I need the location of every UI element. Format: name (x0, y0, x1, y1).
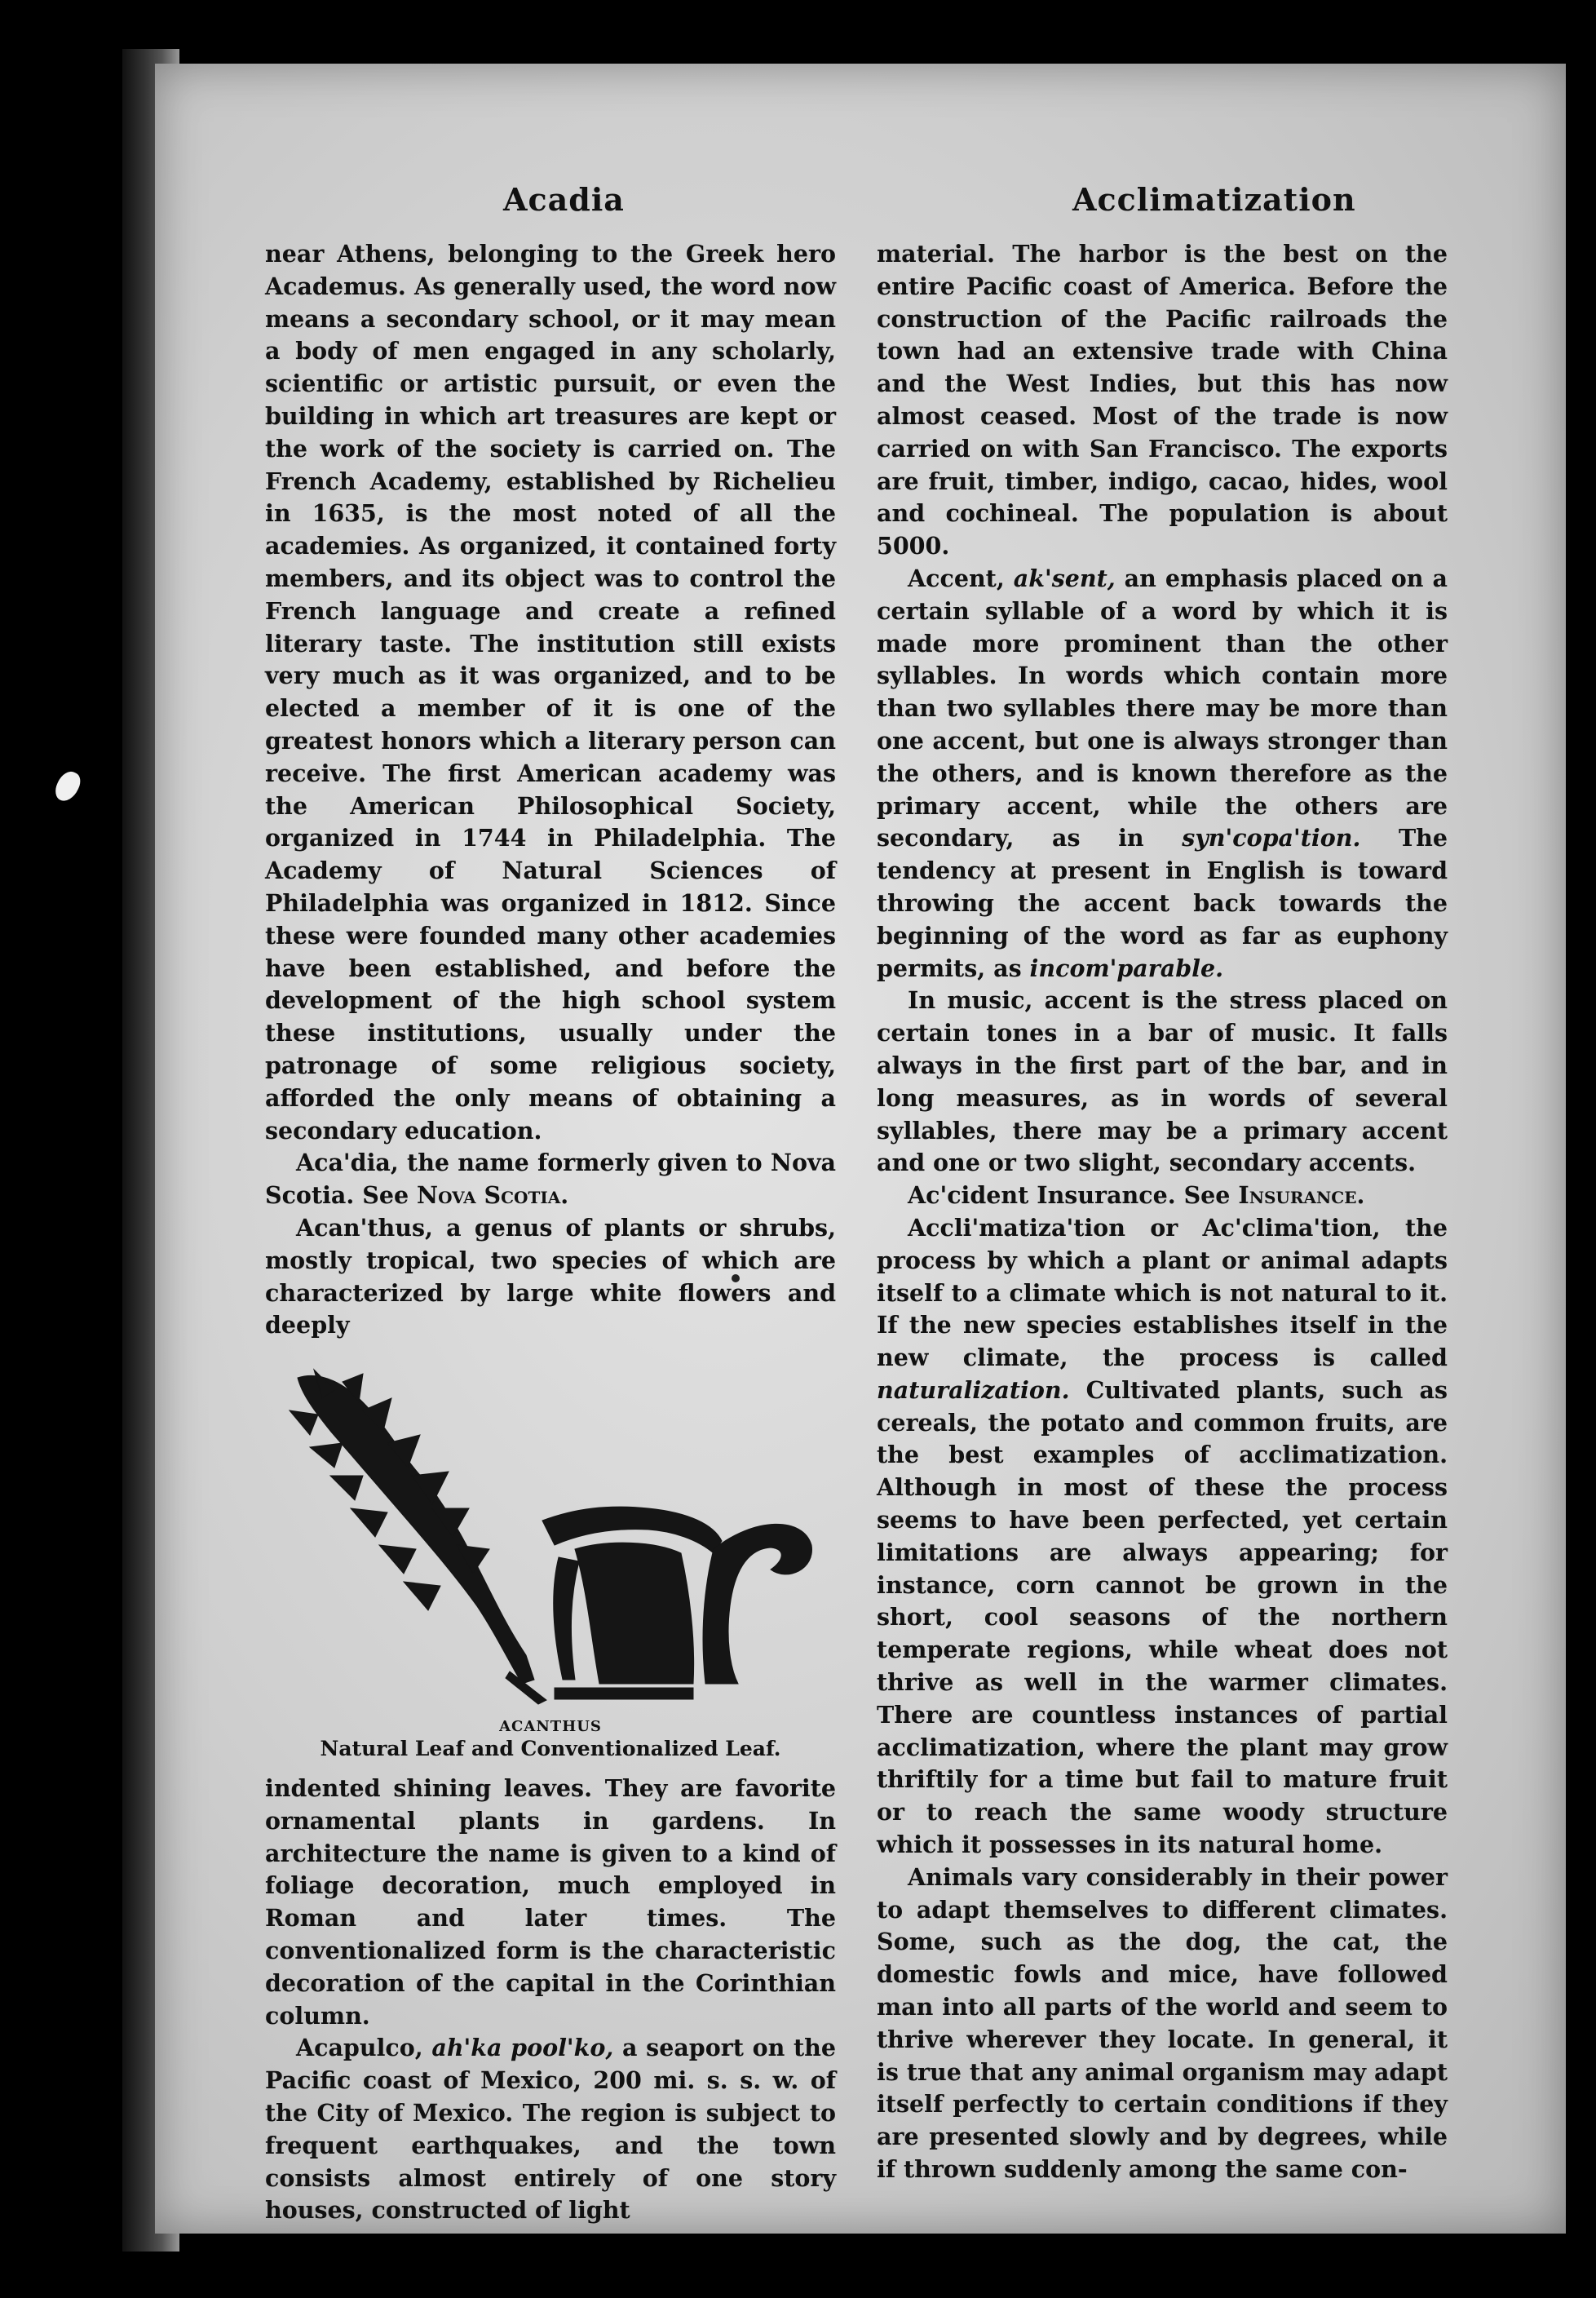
acclimatization-or: or (1125, 1213, 1203, 1242)
academy-continued-paragraph: near Athens, belonging to the Greek hero Academus. As generally used, the word now means a secondary school, or it may mean a body of men engaged in any scholarly, scientific or artistic pursuit, or even the building in which art treasures are kept or the work of the society is carried on. The French Academy, established by Richelieu in 1635, is the most noted of all the academies. As organized, it contained forty members, and its object was to control the French language and create a refined literary taste. The institution still exists very much as it was organized, and to be elected a member of it is one of the greatest honors which a literary person can receive. The first American academy was the American Philosophical Society, organized in 1744 in Philadelphia. The Academy of Natural Sciences of Philadelphia was organized in 1812. Since these were founded many other academies have been established, and before the development of the high school system these institutions, usually under the patronage of some religious society, afforded the only means of obtaining a secondary education. (265, 240, 836, 1145)
running-head-left: Acadia (503, 181, 625, 218)
acapulco-definition: a seaport on the Pacific coast of Mexico, 200 mi. s. s. w. of the City of Mexico. The region is subject to frequent earthquakes, and the town consists almost entirely of one story houses, constructed of light (265, 2034, 836, 2225)
accent-definition-part-1: an emphasis placed on a certain syllable of a word by which it is made more prominent than the other syllables. In words which contain more than two syllables there may be more than one accent, but one is always stronger than the others, and is known therefore as the primary accent, while the others are secondary, as in (877, 564, 1448, 852)
accent-definition-part-2: The tendency at present in English is toward throwing the accent back towards the beginning of the word as far as euphony permits, as (877, 824, 1448, 982)
music-accent-paragraph: In music, accent is the stress placed on certain tones in a bar of music. It falls always in the first part of the bar, and in long measures, as in words of several syllables, there may be a primary accent and one or two slight, secondary accents. (877, 986, 1448, 1177)
acapulco-entry (265, 2032, 836, 2227)
acclimation-headword: Ac'clima'tion, (1202, 1213, 1381, 1242)
acclimatization-headword: Accli'matiza'tion (908, 1213, 1125, 1242)
figure-caption: Natural Leaf and Conventionalized Leaf. (320, 1737, 781, 1761)
acanthus-headword: Acan'thus, (296, 1213, 433, 1242)
acadia-cross-reference: Nova Scotia. (417, 1181, 569, 1210)
accident-insurance-headword: Ac'cident Insurance. (908, 1181, 1176, 1210)
accident-insurance-entry (877, 1180, 1448, 1212)
acanthus-illustration (265, 1353, 836, 1712)
acadia-entry (265, 1147, 836, 1212)
accident-insurance-cross-reference: Insurance. (1238, 1181, 1365, 1210)
naturalization-term: naturalization. (877, 1375, 1070, 1404)
acadia-definition: the name formerly given to Nova Scotia. See (265, 1149, 836, 1210)
right-column (877, 238, 1448, 2186)
acapulco-headword: Acapulco, (296, 2034, 423, 2062)
accent-entry (877, 563, 1448, 985)
acanthus-entry (265, 1212, 836, 1342)
accent-pronunciation: ak'sent, (1004, 564, 1116, 592)
acclimatization-definition-part-2: Cultivated plants, such as cereals, the potato and common fruits, are the best examples of acclimatization. Although in most of these the process seems to have been perfected, yet certain limitations are always appearing; for instance, corn cannot be grown in the short, cool seasons of the northern temperate regions, while wheat does not thrive as well in the warmer climates. There are countless instances of partial acclimatization, where the plant may grow thriftily for a time but fail to mature fruit or to reach the same woody structure which it possesses in its natural home. (877, 1375, 1448, 1859)
acapulco-continued-paragraph: material. The harbor is the best on the entire Pacific coast of America. Before the construction of the Pacific railroads the town had an extensive trade with China and the West Indies, but this has now almost ceased. Most of the trade is now carried on with San Francisco. The exports are fruit, timber, indigo, cacao, hides, wool and cochineal. The population is about 5000. (877, 240, 1448, 560)
acapulco-pronunciation: ah'ka pool'ko, (422, 2034, 614, 2062)
acclimatization-definition-part-1: the process by which a plant or animal adapts itself to a climate which is not natural to it. If the new species establishes itself in the new climate, the process is called (877, 1213, 1448, 1372)
acadia-headword: Aca'dia, (296, 1149, 399, 1177)
acclimatization-entry (877, 1212, 1448, 1862)
acanthus-definition: a genus of plants or shrubs, mostly tropical, two species of which are characterized by large white flowers and deeply (265, 1213, 836, 1339)
left-column (265, 238, 836, 2227)
natural-acanthus-leaf (290, 1370, 546, 1704)
accent-example-1: syn'copa'tion. (1182, 824, 1361, 852)
accident-insurance-see: See (1175, 1181, 1239, 1210)
accent-example-2: incom'parable. (1029, 954, 1224, 982)
animals-acclimatization-paragraph: Animals vary considerably in their power to adapt themselves to different climates. Some, such as the dog, the cat, the domestic fowls and mice, have followed man into all parts of the world and seem to thrive wherever they locate. In general, it is true that any animal organism may adapt itself perfectly to certain conditions if they are presented slowly and by degrees, while if thrown suddenly among the same con- (877, 1862, 1448, 2184)
accent-headword: Accent, (908, 564, 1005, 592)
conventionalized-acanthus-capital (542, 1507, 811, 1699)
acanthus-continued-paragraph: indented shining leaves. They are favorite ornamental plants in gardens. In architecture the name is given to a kind of foliage decoration, much employed in Roman and later times. The conventionalized form is the characteristic decoration of the capital in the Corinthian column. (265, 1774, 836, 2030)
figure-title: ACANTHUS (499, 1718, 602, 1736)
running-head-right: Acclimatization (1072, 181, 1356, 218)
